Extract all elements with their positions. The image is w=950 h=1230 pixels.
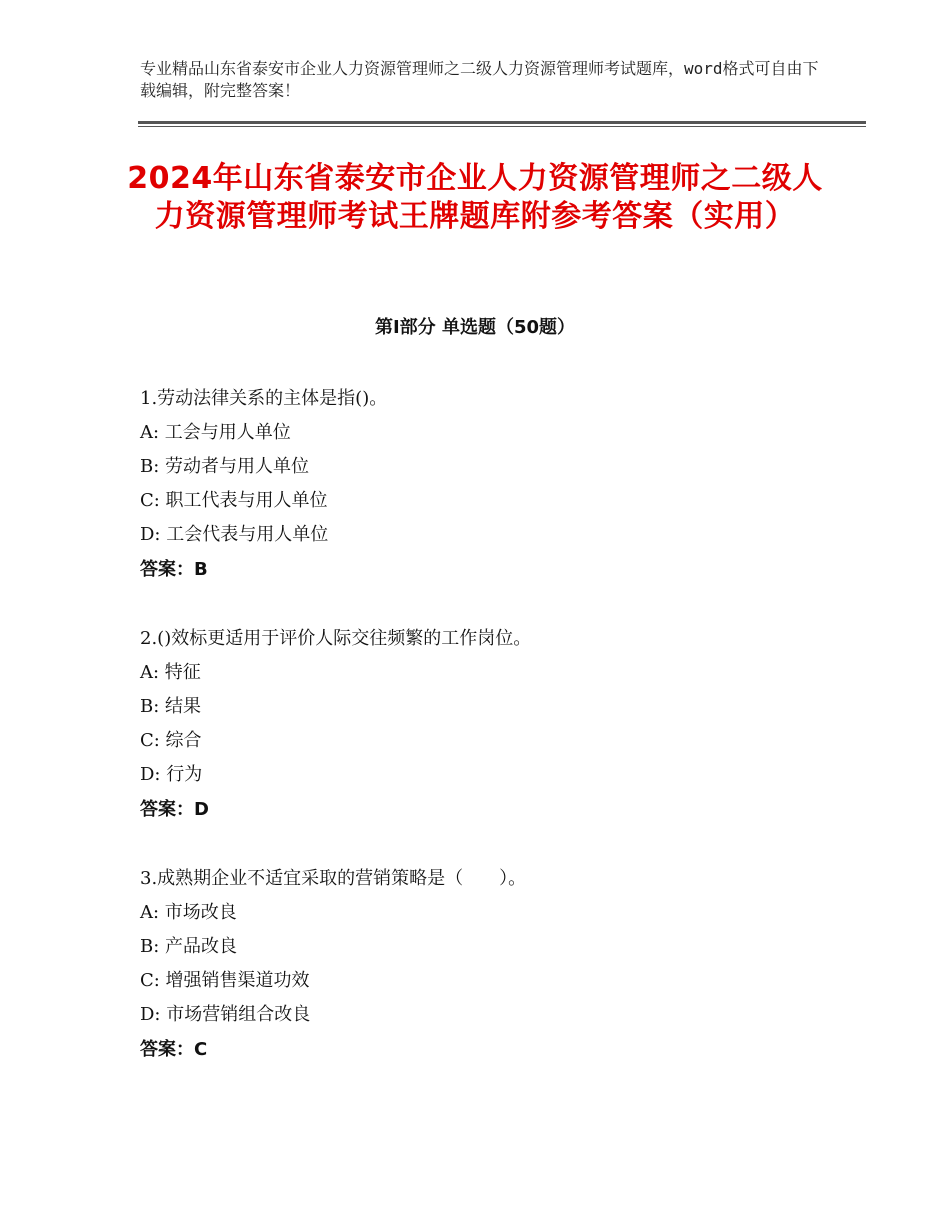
header-rule-thin — [138, 126, 866, 127]
answer: 答案：D — [140, 799, 209, 820]
answer: 答案：C — [140, 1039, 208, 1060]
option-b: B: 劳动者与用人单位 — [140, 456, 310, 477]
section-title: 第Ⅰ部分 单选题（50题） — [374, 317, 575, 338]
option-a: A: 工会与用人单位 — [140, 422, 291, 443]
option-b: B: 结果 — [140, 696, 202, 717]
question-stem: 3.成熟期企业不适宜采取的营销策略是（ ）。 — [140, 868, 527, 889]
document-title: 2024年山东省泰安市企业人力资源管理师之二级人力资源管理师考试王牌题库附参考答案（实用） — [127, 161, 823, 234]
question-list — [140, 382, 840, 1102]
option-d: D: 行为 — [140, 764, 203, 785]
option-c: C: 增强销售渠道功效 — [140, 970, 310, 991]
question-stem: 2.()效标更适用于评价人际交往频繁的工作岗位。 — [140, 628, 532, 649]
option-c: C: 综合 — [140, 730, 202, 751]
option-b: B: 产品改良 — [140, 936, 238, 957]
answer: 答案：B — [140, 559, 208, 580]
option-a: A: 特征 — [140, 662, 201, 683]
option-d: D: 市场营销组合改良 — [140, 1004, 311, 1025]
option-a: A: 市场改良 — [140, 902, 237, 923]
question-1 — [140, 382, 840, 588]
header-note: 专业精品山东省泰安市企业人力资源管理师之二级人力资源管理师考试题库，word格式可自由下载编辑，附完整答案！ — [140, 59, 819, 100]
header-rule-thick — [138, 121, 866, 124]
question-2 — [140, 622, 840, 828]
question-3 — [140, 862, 840, 1068]
option-c: C: 职工代表与用人单位 — [140, 490, 328, 511]
question-stem: 1.劳动法律关系的主体是指()。 — [140, 388, 388, 409]
option-d: D: 工会代表与用人单位 — [140, 524, 329, 545]
